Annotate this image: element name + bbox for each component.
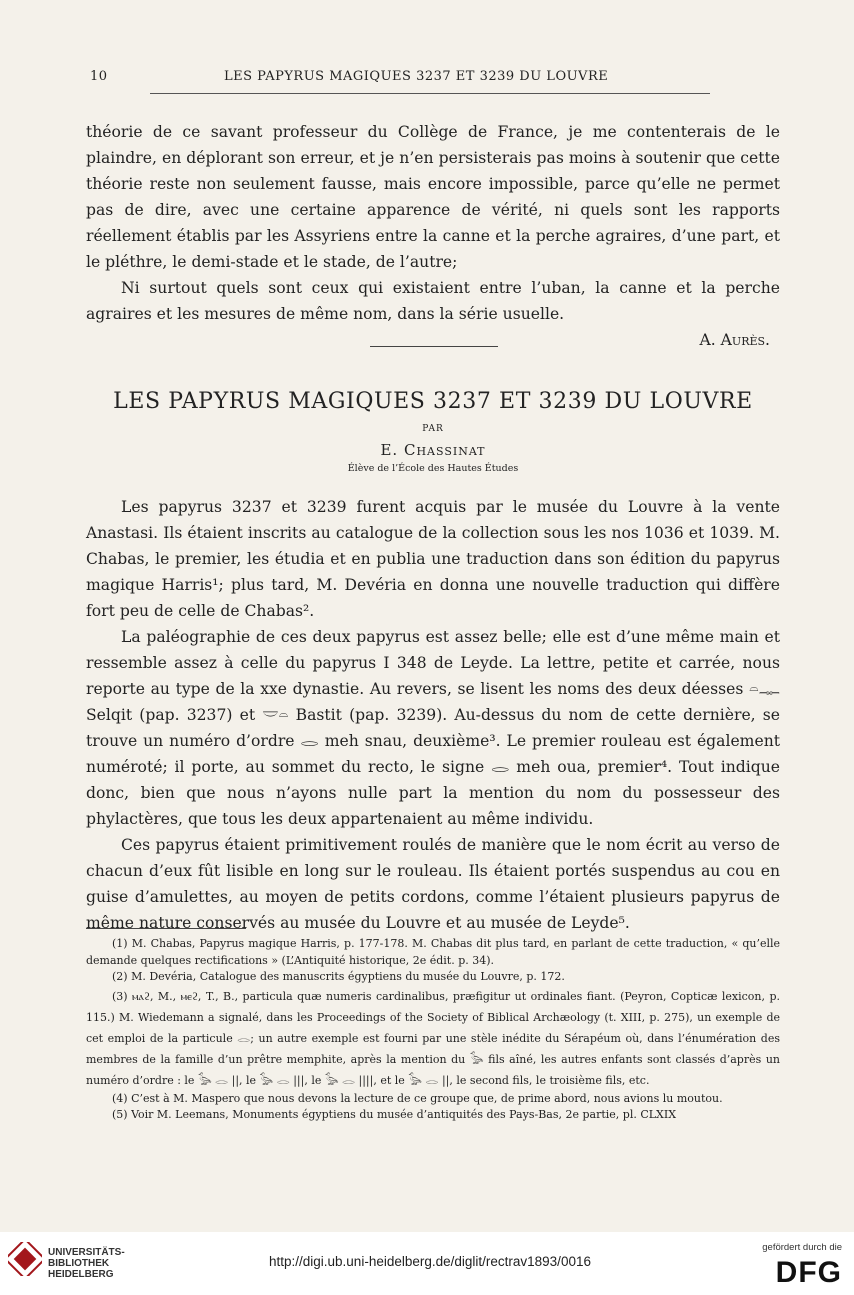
prev-paragraph-2: Ni surtout quels sont ceux qui existaient entre l’uban, la canne et la perche agraires et les mesures de même nom, dans la série usuelle. [86, 279, 780, 323]
article-paragraph-2: La paléographie de ces deux papyrus est assez belle; elle est d’une même main et ressemble assez à celle du papyrus I 348 de Leyde. La lettre, petite et carrée, nous reporte au type de la xxe dynastie. Au revers, se lisent les noms des deux déesses 𓏏𓊃 Selqit (pap. 3237) et 𓎟𓏏 Bastit (pap. 3239). Au-dessus du nom de cette dernière, se trouve un numéro d’ordre 𓂋 meh snau, deuxième³. Le premier rouleau est également numéroté; il porte, au sommet du recto, le signe 𓂋 meh oua, premier⁴. Tout indique donc, bien que nous n’ayons nulle part la mention du nom du possesseur des phylactères, que tous les deux appartenaient au même individu. [86, 628, 780, 828]
footnote-rule [86, 928, 246, 929]
footnote-1: (1) M. Chabas, Papyrus magique Harris, p. 177-178. M. Chabas dit plus tard, en parlant de cette traduction, « qu’elle demande quelques rectifications » (L’Antiquité historique, 2e édit. p. 34). [86, 937, 780, 967]
digitization-footer [0, 1232, 854, 1295]
running-title: LES PAPYRUS MAGIQUES 3237 ET 3239 DU LOUVRE [224, 69, 609, 84]
funding-caption: gefördert durch die [762, 1242, 842, 1253]
article-title: LES PAPYRUS MAGIQUES 3237 ET 3239 DU LOUVRE [113, 389, 753, 414]
university-line-1: UNIVERSITÄTS- [48, 1247, 125, 1258]
page-number: 10 [90, 69, 108, 84]
university-line-2: BIBLIOTHEK [48, 1258, 110, 1269]
footnote-4: (4) C’est à M. Maspero que nous devons la lecture de ce groupe que, de prime abord, nous avions lu moutou. [112, 1091, 723, 1105]
article-body [86, 494, 780, 936]
footnote-5: (5) Voir M. Leemans, Monuments égyptiens du musée d’antiquités des Pays-Bas, 2e partie, pl. CLXIX [112, 1108, 677, 1121]
university-logo-icon [8, 1242, 42, 1276]
prev-paragraph-1: théorie de ce savant professeur du Collège de France, je me contenterais de le plaindre, en déplorant son erreur, et je n’en persisterais pas moins à soutenir que cette théorie reste non seulement fausse, mais encore impossible, parce qu’elle ne permet pas de dire, avec une certaine apparence de vérité, ni quels sont les rapports réellement établis par les Assyriens entre la canne et la perche agraires, d’une part, et le pléthre, le demi-stade et le stade, de l’autre; [86, 123, 780, 271]
article-paragraph-1: Les papyrus 3237 et 3239 furent acquis par le musée du Louvre à la vente Anastasi. Ils étaient inscrits au catalogue de la collection sous les nos 1036 et 1039. M. Chabas, le premier, les étudia et en publia une traduction dans son édition du papyrus magique Harris¹; plus tard, M. Devéria en donna une nouvelle traduction qui diffère fort peu de celle de Chabas². [86, 498, 780, 620]
footnote-3: (3) ⲙⲁϩ, M., ⲙⲉϩ, T., B., particula quæ numeris cardinalibus, præfigitur ut ordinales fiant. (Peyron, Copticæ lexicon, p. 115.) M. Wiedemann a signalé, dans les Proceedings of the Society of Biblical Archæology (t. XIII, p. 275), un exemple de cet emploi de la particule 𓂋; un autre exemple est fourni par une stèle inédite du Sérapéum où, dans l’énumération des membres de la famille d’un prêtre memphite, après la mention du 𓅭 fils aîné, les autres enfants sont classés d’après un numéro d’ordre : le 𓅭 𓂋 ||, le 𓅭 𓂋 |||, le 𓅭 𓂋 ||||, et le 𓅭 𓂋 ||, le second fils, le troisième fils, etc. [86, 989, 780, 1087]
header-rule [150, 93, 710, 94]
byline-par: PAR [422, 424, 444, 434]
footnotes [86, 936, 780, 1124]
signature: A. Aurès. [699, 331, 770, 349]
article-separator [370, 346, 498, 347]
dfg-logo: DFG [775, 1256, 842, 1289]
previous-article-end [86, 119, 780, 353]
university-name [48, 1247, 125, 1280]
author-name: E. Chassinat [380, 441, 486, 459]
source-url-link[interactable]: http://digi.ub.uni-heidelberg.de/diglit/rectrav1893/0016 [269, 1254, 591, 1269]
author-affiliation: Élève de l’École des Hautes Études [347, 463, 519, 474]
article-paragraph-3: Ces papyrus étaient primitivement roulés de manière que le nom écrit au verso de chacun d’eux fût lisible en long sur le rouleau. Ils étaient portés suspendus au cou en guise d’amulettes, au moyen de petits cordons, comme l’étaient plusieurs papyrus de même nature conservés au musée du Louvre et au musée de Leyde⁵. [86, 836, 780, 932]
footnote-2: (2) M. Devéria, Catalogue des manuscrits égyptiens du musée du Louvre, p. 172. [112, 970, 565, 983]
university-line-3: HEIDELBERG [48, 1269, 114, 1280]
